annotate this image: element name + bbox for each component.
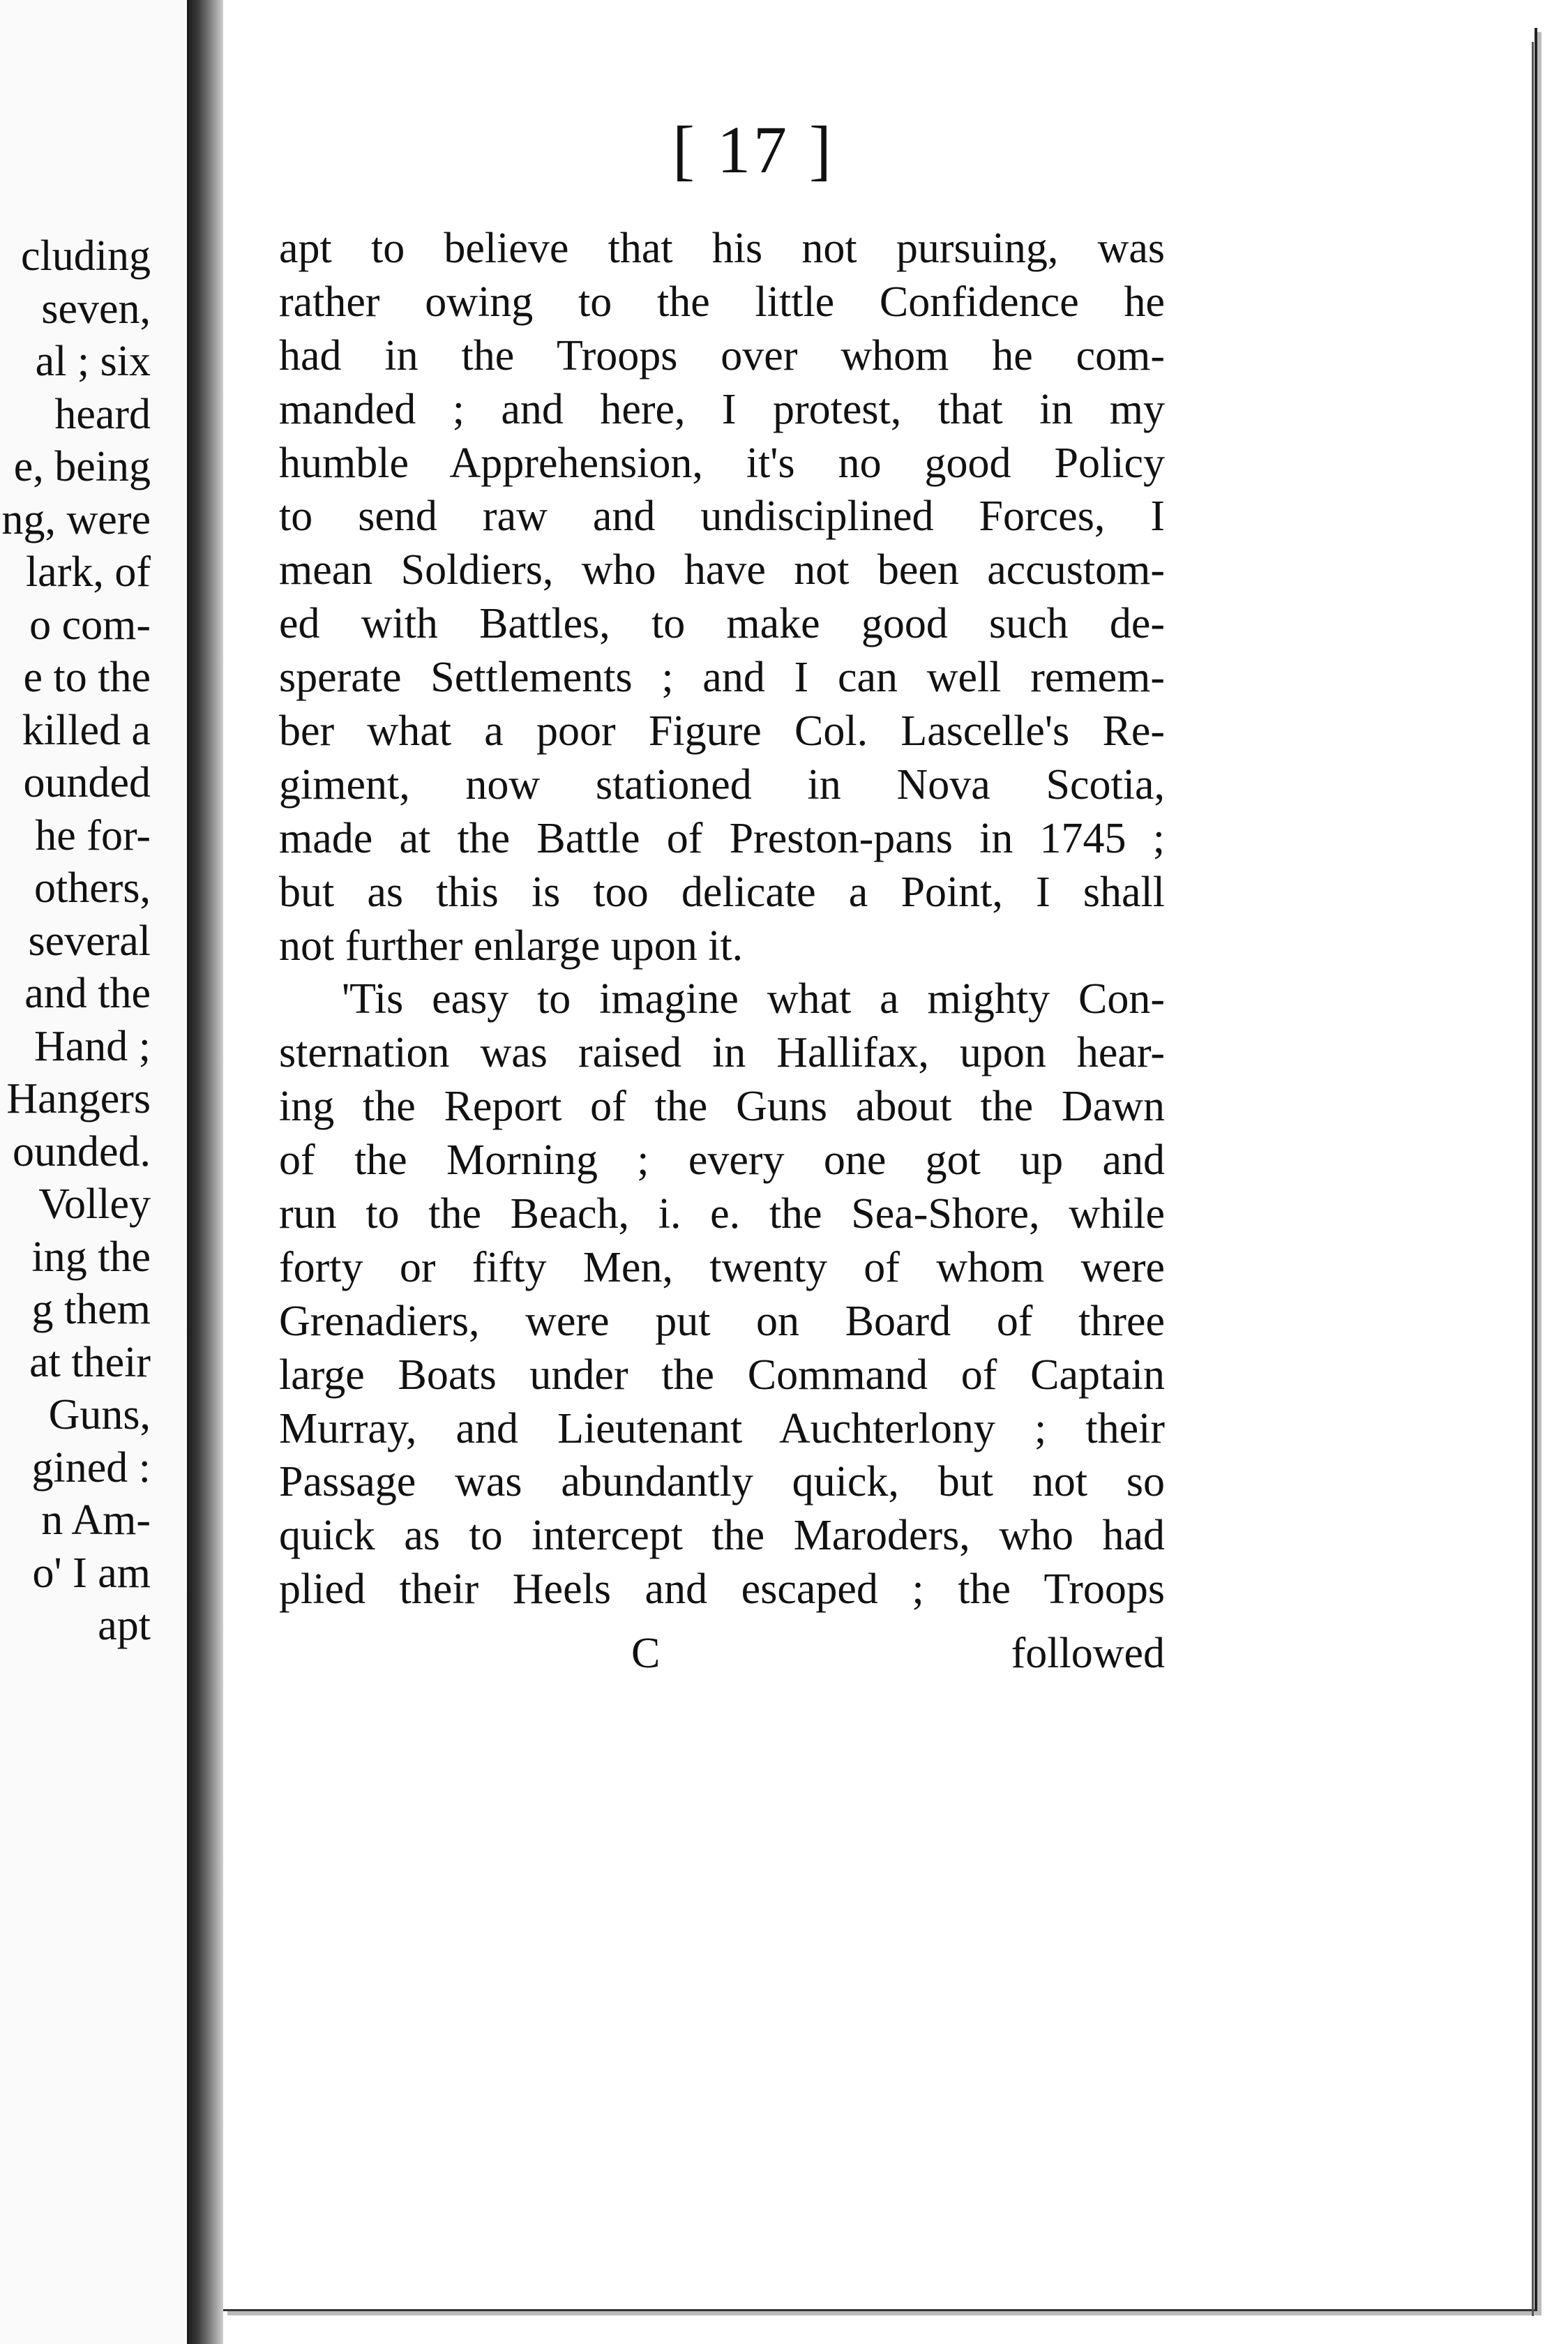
body-line: of the Morning ; every one got up and: [279, 1136, 1165, 1185]
body-line: but as this is too delicate a Point, I shall: [279, 868, 1165, 916]
left-page-line: apt: [98, 1602, 151, 1649]
body-line: humble Apprehension, it's no good Policy: [279, 439, 1165, 487]
left-page-line: o' I am: [32, 1549, 151, 1597]
page-footer: [279, 1625, 1165, 1681]
body-line: manded ; and here, I protest, that in my: [279, 385, 1165, 433]
left-page-line: n Am-: [41, 1496, 151, 1544]
left-page-line: several: [28, 917, 151, 965]
left-page-line: at their: [29, 1338, 151, 1386]
left-page-line: seven,: [41, 285, 151, 333]
left-facing-page: [0, 0, 187, 2344]
body-line: forty or fifty Men, twenty of whom were: [279, 1243, 1165, 1291]
left-page-line: heard: [54, 390, 151, 438]
body-line: large Boats under the Command of Captain: [279, 1351, 1165, 1399]
left-page-line: and the: [24, 970, 151, 1017]
body-line: made at the Battle of Preston-pans in 1745 ;: [279, 814, 1165, 862]
body-line: sperate Settlements ; and I can well remem-: [279, 654, 1165, 702]
left-page-line: ing the: [31, 1233, 151, 1281]
left-page-line: Volley: [38, 1180, 151, 1228]
body-line: not further enlarge upon it.: [279, 922, 744, 970]
left-page-line: lark, of: [25, 548, 151, 596]
body-line: apt to believe that his not pursuing, was: [279, 225, 1165, 272]
left-page-line: o com-: [29, 601, 151, 649]
left-page-line: ng, were: [1, 495, 151, 543]
body-text: [279, 222, 1165, 1616]
body-line: Murray, and Lieutenant Auchterlony ; their: [279, 1404, 1165, 1452]
body-line: giment, now stationed in Nova Scotia,: [279, 760, 1165, 809]
body-line: sternation was raised in Hallifax, upon hear-: [279, 1029, 1165, 1077]
left-page-line: ounded.: [12, 1127, 151, 1175]
left-page-line: Hangers: [6, 1075, 151, 1122]
book-gutter: [187, 0, 223, 2344]
left-page-line: Hand ;: [33, 1022, 151, 1070]
catchword: followed: [1011, 1630, 1165, 1677]
body-line: 'Tis easy to imagine what a mighty Con-: [342, 975, 1165, 1023]
left-page-line: al ; six: [35, 338, 151, 385]
body-line: ed with Battles, to make good such de-: [279, 600, 1165, 648]
left-page-line: others,: [33, 864, 151, 912]
body-line: ing the Report of the Guns about the Dawn: [279, 1083, 1165, 1131]
left-page-line: g them: [31, 1286, 151, 1333]
body-line: run to the Beach, i. e. the Sea-Shore, while: [279, 1190, 1165, 1238]
left-page-line: he for-: [35, 811, 151, 859]
body-line: Grenadiers, were put on Board of three: [279, 1297, 1165, 1345]
body-line: ber what a poor Figure Col. Lascelle's Re-: [279, 707, 1165, 756]
left-page-text: [2, 230, 151, 1653]
left-page-line: e, being: [13, 443, 151, 490]
body-line: had in the Troops over whom he com-: [279, 331, 1165, 380]
body-line: to send raw and undisciplined Forces, I: [279, 493, 1165, 541]
left-page-line: killed a: [22, 706, 151, 754]
body-line: mean Soldiers, who have not been accustom-: [279, 546, 1165, 594]
left-page-line: gined :: [31, 1443, 151, 1492]
body-line: plied their Heels and escaped ; the Troops: [279, 1565, 1165, 1614]
page-number: [ 17 ]: [672, 112, 834, 187]
left-page-line: e to the: [23, 654, 151, 701]
body-line: quick as to intercept the Maroders, who had: [279, 1512, 1165, 1560]
left-page-line: cluding: [21, 232, 151, 280]
signature-mark: C: [631, 1630, 661, 1677]
left-page-line: Guns,: [48, 1391, 151, 1438]
page-edge: [1532, 42, 1534, 2316]
body-line: Passage was abundantly quick, but not so: [279, 1458, 1165, 1506]
left-page-line: ounded: [23, 759, 151, 806]
body-line: rather owing to the little Confidence he: [279, 278, 1165, 326]
